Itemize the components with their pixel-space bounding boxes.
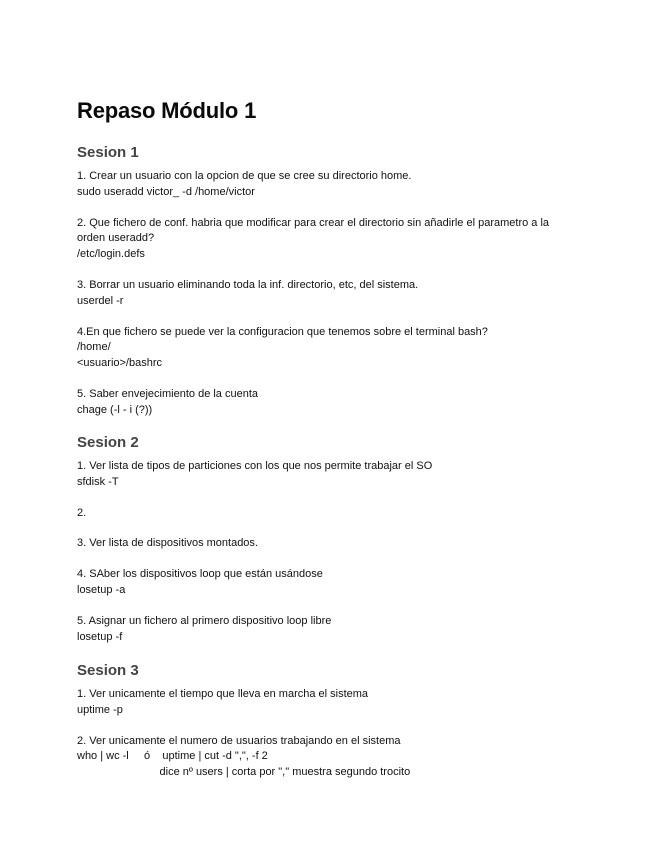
section-items bbox=[77, 169, 577, 419]
question-text: 1. Ver unicamente el tiempo que lleva en marcha el sistema bbox=[77, 688, 369, 700]
question-item bbox=[77, 278, 577, 310]
question-text: 4. SAber los dispositivos loop que están usándose bbox=[77, 568, 323, 581]
answer-text: sfdisk -T bbox=[77, 475, 119, 488]
section-sesion-3 bbox=[77, 661, 577, 781]
answer-annotation: dice nº users | corta por "," muestra segundo trocito bbox=[77, 766, 411, 779]
question-item bbox=[77, 687, 577, 719]
section-heading: Sesion 2 bbox=[77, 434, 139, 451]
question-text: 1. Crear un usuario con la opcion de que se cree su directorio home. bbox=[77, 170, 412, 182]
answer-text: uptime -p bbox=[77, 703, 123, 716]
question-item bbox=[77, 567, 577, 599]
question-item bbox=[77, 459, 577, 491]
answer-text: losetup -f bbox=[77, 630, 123, 643]
question-text: 4.En que fichero se puede ver la configuracion que tenemos sobre el terminal bash? bbox=[77, 325, 488, 338]
question-text: 2. Ver unicamente el numero de usuarios trabajando en el sistema bbox=[77, 734, 401, 747]
answer-text: userdel -r bbox=[77, 294, 124, 307]
question-text: 2. Que fichero de conf. habria que modificar para crear el directorio sin añadirle el parametro a la orden useradd? bbox=[77, 216, 550, 245]
section-heading: Sesion 1 bbox=[77, 144, 139, 161]
question-item bbox=[77, 614, 577, 646]
question-item bbox=[77, 325, 577, 372]
answer-text: <usuario>/bashrc bbox=[77, 357, 162, 370]
answer-text: /home/ bbox=[77, 341, 111, 354]
question-item bbox=[77, 169, 577, 201]
question-text: 5. Saber envejecimiento de la cuenta bbox=[77, 387, 259, 400]
answer-text: losetup -a bbox=[77, 583, 126, 596]
question-item bbox=[77, 216, 577, 263]
section-items bbox=[77, 687, 577, 781]
document-title: Repaso Módulo 1 bbox=[77, 98, 257, 123]
question-text: 5. Asignar un fichero al primero dispositivo loop libre bbox=[77, 614, 332, 627]
answer-text: chage (-l - i (?)) bbox=[77, 403, 153, 416]
question-item bbox=[77, 734, 577, 781]
section-sesion-1 bbox=[77, 143, 577, 419]
section-sesion-2 bbox=[77, 433, 577, 645]
question-item bbox=[77, 387, 577, 419]
question-item bbox=[77, 536, 577, 552]
section-heading: Sesion 3 bbox=[77, 662, 139, 679]
question-text: 2. bbox=[77, 506, 87, 519]
answer-text: /etc/login.defs bbox=[77, 248, 145, 261]
question-text: 1. Ver lista de tipos de particiones con los que nos permite trabajar el SO bbox=[77, 460, 433, 472]
question-text: 3. Ver lista de dispositivos montados. bbox=[77, 537, 258, 550]
section-items bbox=[77, 459, 577, 645]
question-text: 3. Borrar un usuario eliminando toda la inf. directorio, etc, del sistema. bbox=[77, 278, 419, 291]
answer-text: sudo useradd victor_ -d /home/victor bbox=[77, 185, 255, 198]
question-item bbox=[77, 506, 577, 522]
answer-text: who | wc -l ó uptime | cut -d ",", -f 2 bbox=[77, 750, 268, 763]
